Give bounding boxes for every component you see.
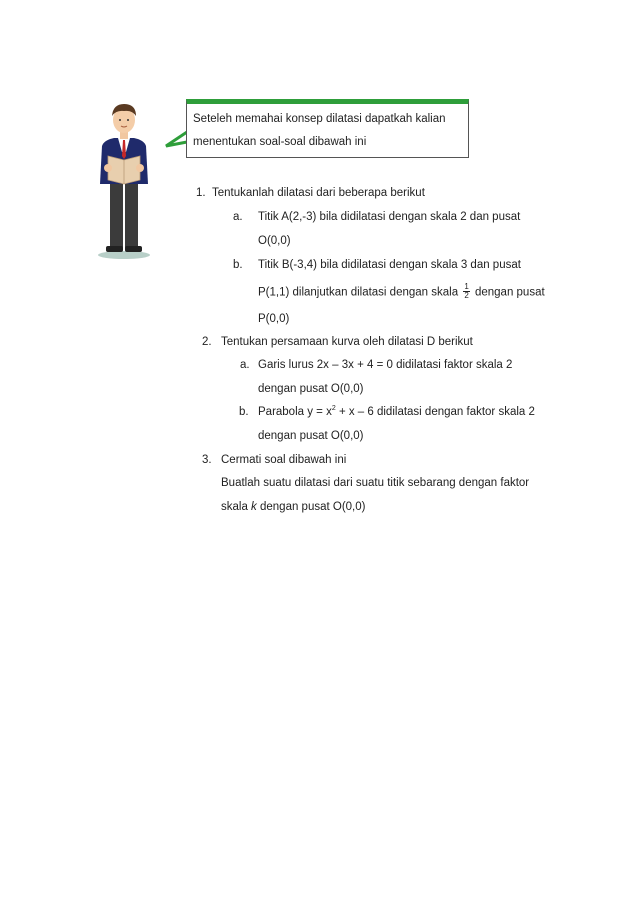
fraction-denominator: 2 xyxy=(464,291,469,300)
q2-number: 2. xyxy=(202,336,212,348)
q1-title: Tentukanlah dilatasi dari beberapa berikut xyxy=(212,187,425,199)
q1a-line-2: O(0,0) xyxy=(258,235,291,247)
teacher-reading-illustration xyxy=(92,100,156,262)
exponent-two: 2 xyxy=(331,405,336,413)
q2b-line-1 xyxy=(258,405,535,419)
q1b-line-2-pre: P(1,1) dilanjutkan dilatasi dengan skala xyxy=(258,286,459,299)
callout-line-1: Seteleh memahai konsep dilatasi dapatkah kalian xyxy=(193,113,446,125)
q1a-label: a. xyxy=(233,211,243,223)
instruction-callout xyxy=(164,96,470,162)
q2b-line-1-post: + x – 6 didilatasi dengan faktor skala 2 xyxy=(335,406,535,418)
q3-line-2-pre: skala xyxy=(221,501,252,513)
q3-line-2-post: dengan pusat O(0,0) xyxy=(256,501,366,513)
q1b-line-1: Titik B(-3,4) bila didilatasi dengan skala 3 dan pusat xyxy=(258,259,521,271)
q2-title: Tentukan persamaan kurva oleh dilatasi D berikut xyxy=(221,336,473,348)
q1a-line-1: Titik A(2,-3) bila didilatasi dengan skala 2 dan pusat xyxy=(258,211,521,223)
q1b-label: b. xyxy=(233,259,243,271)
q2b-line-1-pre: Parabola y = x xyxy=(258,406,332,418)
fraction-one-half xyxy=(463,283,469,300)
q1b-line-3: P(0,0) xyxy=(258,313,290,325)
q2a-label: a. xyxy=(240,359,250,371)
q1-number: 1. xyxy=(196,187,206,199)
q3-line-2 xyxy=(221,500,365,514)
q3-title: Cermati soal dibawah ini xyxy=(221,454,347,466)
q2a-line-1: Garis lurus 2x – 3x + 4 = 0 didilatasi faktor skala 2 xyxy=(258,359,513,371)
q1b-line-2-post: dengan pusat xyxy=(474,286,545,299)
callout-line-2: menentukan soal-soal dibawah ini xyxy=(193,136,367,148)
q1b-line-2 xyxy=(258,284,545,301)
q2a-line-2: dengan pusat O(0,0) xyxy=(258,383,364,395)
q3-number: 3. xyxy=(202,454,212,466)
q2b-label: b. xyxy=(239,406,249,418)
callout-box xyxy=(186,99,469,158)
q3-line-1: Buatlah suatu dilatasi dari suatu titik sebarang dengan faktor xyxy=(221,477,530,489)
q2b-line-2: dengan pusat O(0,0) xyxy=(258,430,364,442)
variable-k: k xyxy=(251,501,257,513)
fraction-numerator: 1 xyxy=(464,282,469,291)
